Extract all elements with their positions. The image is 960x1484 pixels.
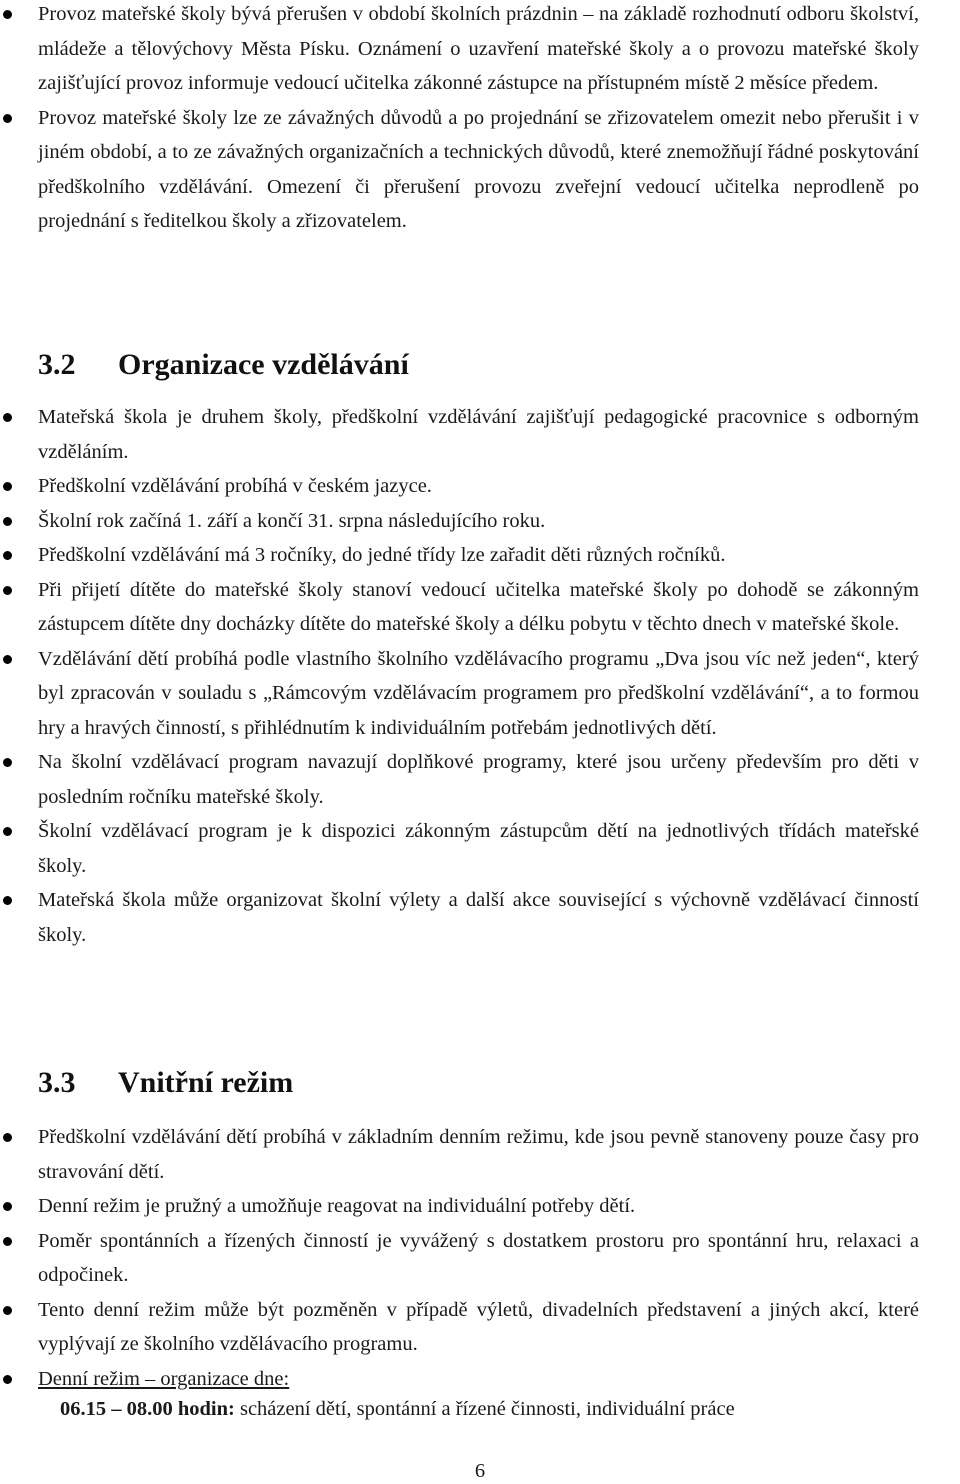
section-title: Vnitřní režim xyxy=(118,1066,294,1099)
list-item xyxy=(0,1362,919,1397)
list-item: Provoz mateřské školy bývá přerušen v období školních prázdnin – na základě rozhodnutí odboru školství, mládeže a tělovýchovy Města Písku. Oznámení o uzavření mateřské školy a o provozu mateřské školy zajišťující provoz informuje vedoucí učitelka zákonné zástupce na přístupném místě 2 měsíce předem. xyxy=(0,0,919,101)
section-number: 3.2 xyxy=(38,348,76,381)
list-item: Předškolní vzdělávání dětí probíhá v základním denním režimu, kde jsou pevně stanoveny pouze časy pro stravování dětí. xyxy=(0,1120,919,1189)
list-item: Předškolní vzdělávání má 3 ročníky, do jedné třídy lze zařadit děti různých ročníků. xyxy=(0,538,919,573)
section-heading-3-2 xyxy=(38,347,409,383)
list-item: Denní režim je pružný a umožňuje reagovat na individuální potřeby dětí. xyxy=(0,1189,919,1224)
section-title: Organizace vzdělávání xyxy=(118,348,409,381)
list-item: Při přijetí dítěte do mateřské školy stanoví vedoucí učitelka mateřské školy po dohodě se zákonným zástupcem dítěte dny docházky dítěte do mateřské školy a délku pobytu v těchto dnech v mateřské škole. xyxy=(0,573,919,642)
list-item: Provoz mateřské školy lze ze závažných důvodů a po projednání se zřizovatelem omezit nebo přerušit i v jiném období, a to ze závažných organizačních a technických důvodů, které znemožňují řádné poskytování předškolního vzdělávání. Omezení či přerušení provozu zveřejní vedoucí učitelka neprodleně po projednání s ředitelkou školy a zřizovatelem. xyxy=(0,101,919,239)
list-item: Školní vzdělávací program je k dispozici zákonným zástupcům dětí na jednotlivých třídách mateřské školy. xyxy=(0,814,919,883)
schedule-activity: scházení dětí, spontánní a řízené činnosti, individuální práce xyxy=(234,1398,735,1420)
list-item: Vzdělávání dětí probíhá podle vlastního školního vzdělávacího programu „Dva jsou víc než jeden“, který byl zpracován v souladu s „Rámcovým vzdělávacím programem pro předškolní vzdělávání“, a to formou hry a hravých činností, s přihlédnutím k individuálním potřebám jednotlivých dětí. xyxy=(0,642,919,746)
intro-list xyxy=(0,0,919,239)
schedule-time: 06.15 – 08.00 hodin: xyxy=(60,1398,235,1420)
list-item: Mateřská škola může organizovat školní výlety a další akce související s výchovně vzdělávací činností školy. xyxy=(0,883,919,952)
schedule-heading: Denní režim – organizace dne: xyxy=(38,1367,290,1390)
list-item: Mateřská škola je druhem školy, předškolní vzdělávání zajišťují pedagogické pracovnice s odborným vzděláním. xyxy=(0,400,919,469)
list-item: Na školní vzdělávací program navazují doplňkové programy, které jsou určeny především pro děti v posledním ročníku mateřské školy. xyxy=(0,745,919,814)
list-item: Tento denní režim může být pozměněn v případě výletů, divadelních představení a jiných akcí, které vyplývají ze školního vzdělávacího programu. xyxy=(0,1293,919,1362)
section-number: 3.3 xyxy=(38,1066,76,1099)
list-item: Poměr spontánních a řízených činností je vyvážený s dostatkem prostoru pro spontánní hru, relaxaci a odpočinek. xyxy=(0,1224,919,1293)
section-heading-3-3 xyxy=(38,1065,293,1101)
schedule-row xyxy=(60,1394,735,1424)
vnitrni-rezim-list xyxy=(0,1120,919,1396)
list-item: Předškolní vzdělávání probíhá v českém jazyce. xyxy=(0,469,919,504)
page-number: 6 xyxy=(474,1460,486,1482)
organizace-list xyxy=(0,400,919,952)
list-item: Školní rok začíná 1. září a končí 31. srpna následujícího roku. xyxy=(0,504,919,539)
